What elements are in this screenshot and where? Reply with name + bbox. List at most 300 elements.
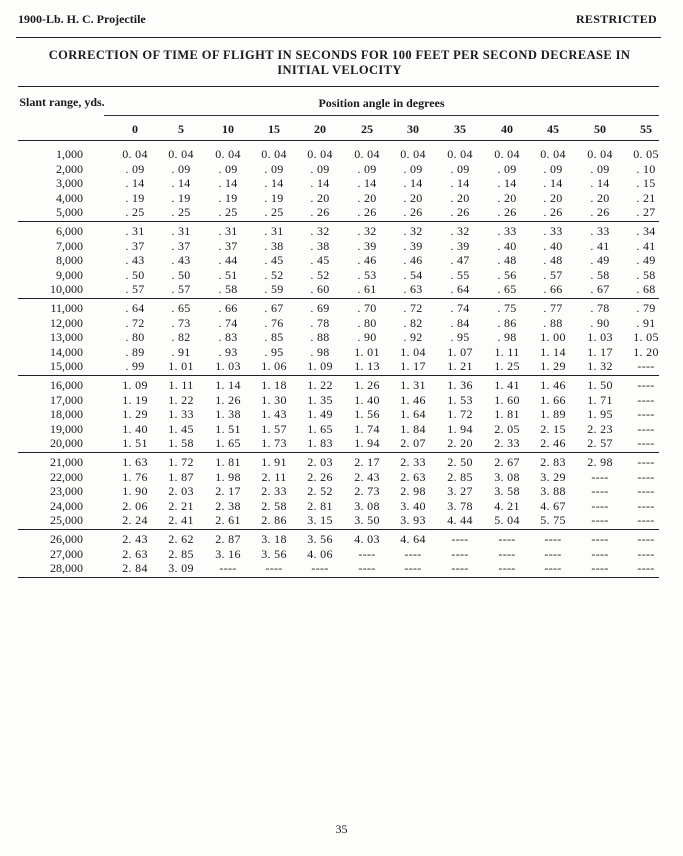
correction-cell: 1. 14	[215, 378, 241, 392]
correction-cell: . 50	[125, 267, 145, 282]
correction-cell: 2. 84	[122, 561, 148, 576]
correction-cell: ----	[637, 407, 655, 422]
correction-cell: . 39	[450, 238, 470, 253]
angle-header: 15	[268, 122, 280, 136]
correction-cell: . 09	[497, 161, 517, 176]
correction-cell: 1. 53	[447, 392, 473, 407]
table-row	[0, 470, 683, 484]
slant-range-cell: 11,000	[50, 301, 83, 315]
correction-cell: 1. 73	[261, 436, 287, 451]
correction-cell: 2. 81	[307, 498, 333, 513]
correction-cell: 0. 04	[400, 147, 426, 161]
correction-cell: 5. 04	[494, 513, 520, 528]
correction-cell: . 55	[450, 267, 470, 282]
slant-range-cell: 1,000	[56, 147, 83, 161]
correction-cell: . 32	[310, 224, 330, 238]
correction-cell: . 09	[125, 161, 145, 176]
correction-cell: 1. 51	[215, 421, 241, 436]
table-row	[0, 205, 683, 219]
correction-cell: 2. 24	[122, 513, 148, 528]
correction-cell: ----	[591, 469, 609, 484]
title-rule	[18, 86, 659, 87]
correction-cell: ----	[544, 532, 562, 546]
correction-cell: . 09	[264, 161, 284, 176]
correction-cell: . 75	[497, 301, 517, 315]
correction-cell: . 77	[543, 301, 563, 315]
correction-cell: 2. 06	[122, 498, 148, 513]
table-row	[0, 499, 683, 513]
correction-cell: . 26	[543, 205, 563, 220]
slant-range-cell: 28,000	[50, 561, 83, 576]
slant-range-cell: 21,000	[50, 455, 83, 469]
correction-cell: 1. 07	[447, 344, 473, 359]
correction-cell: . 09	[218, 161, 238, 176]
correction-cell: 1. 50	[587, 378, 613, 392]
correction-cell: 2. 03	[168, 484, 194, 499]
correction-cell: . 54	[403, 267, 423, 282]
correction-cell: ----	[591, 498, 609, 513]
correction-cell: 3. 93	[400, 513, 426, 528]
correction-cell: 3. 88	[540, 484, 566, 499]
correction-cell: 2. 38	[215, 498, 241, 513]
correction-cell: 1. 83	[307, 436, 333, 451]
correction-cell: . 44	[218, 253, 238, 268]
header-rule	[16, 37, 661, 38]
table-row	[0, 239, 683, 253]
correction-cell: 4. 67	[540, 498, 566, 513]
correction-cell: ----	[498, 532, 516, 546]
table-row	[0, 224, 683, 238]
correction-cell: . 85	[264, 330, 284, 345]
correction-cell: . 41	[590, 238, 610, 253]
table-row	[0, 253, 683, 267]
correction-cell: ----	[637, 513, 655, 528]
correction-cell: 1. 51	[122, 436, 148, 451]
table-row	[0, 330, 683, 344]
correction-cell: . 67	[590, 282, 610, 297]
correction-cell: 1. 45	[168, 421, 194, 436]
correction-cell: . 91	[171, 344, 191, 359]
correction-cell: . 14	[497, 176, 517, 191]
table-row	[0, 436, 683, 450]
correction-cell: 3. 56	[261, 546, 287, 561]
correction-cell: 4. 44	[447, 513, 473, 528]
table-title-line-2: INITIAL VELOCITY	[277, 63, 402, 77]
slant-range-cell: 14,000	[50, 344, 83, 359]
correction-cell: . 33	[543, 224, 563, 238]
table-title-line-1: CORRECTION OF TIME OF FLIGHT IN SECONDS FOR 100 FEET PER SECOND DECREASE IN	[48, 48, 631, 62]
correction-cell: 0. 04	[540, 147, 566, 161]
correction-cell: 1. 72	[447, 407, 473, 422]
correction-cell: . 58	[636, 267, 656, 282]
correction-cell: 1. 09	[307, 359, 333, 374]
correction-cell: ----	[637, 484, 655, 499]
correction-cell: 1. 58	[168, 436, 194, 451]
angle-header: 35	[454, 122, 466, 136]
table-row	[0, 282, 683, 296]
correction-cell: . 65	[497, 282, 517, 297]
correction-cell: . 99	[125, 359, 145, 374]
correction-cell: 1. 72	[168, 455, 194, 469]
correction-cell: . 57	[543, 267, 563, 282]
correction-cell: 1. 32	[587, 359, 613, 374]
correction-cell: . 26	[590, 205, 610, 220]
table-row	[0, 547, 683, 561]
correction-cell: 2. 33	[400, 455, 426, 469]
correction-cell: 3. 29	[540, 469, 566, 484]
correction-cell: ----	[498, 546, 516, 561]
correction-cell: . 27	[636, 205, 656, 220]
slant-range-cell: 26,000	[50, 532, 83, 546]
correction-cell: ----	[637, 546, 655, 561]
correction-cell: . 32	[357, 224, 377, 238]
correction-cell: ----	[544, 561, 562, 576]
correction-cell: . 20	[450, 190, 470, 205]
correction-cell: . 48	[497, 253, 517, 268]
table-row	[0, 513, 683, 527]
table-row	[0, 345, 683, 359]
table-row	[0, 407, 683, 421]
correction-cell: ----	[591, 561, 609, 576]
correction-cell: . 90	[357, 330, 377, 345]
correction-cell: . 48	[543, 253, 563, 268]
correction-cell: . 31	[171, 224, 191, 238]
correction-cell: ----	[637, 455, 655, 469]
correction-cell: ----	[591, 532, 609, 546]
correction-cell: . 14	[357, 176, 377, 191]
correction-cell: . 32	[450, 224, 470, 238]
correction-cell: . 14	[218, 176, 238, 191]
correction-cell: 4. 03	[354, 532, 380, 546]
correction-cell: . 57	[125, 282, 145, 297]
correction-cell: 1. 56	[354, 407, 380, 422]
correction-cell: . 19	[264, 190, 284, 205]
table-row	[0, 268, 683, 282]
correction-cell: 2. 43	[354, 469, 380, 484]
correction-cell: 1. 65	[215, 436, 241, 451]
correction-cell: . 68	[636, 282, 656, 297]
correction-cell: ----	[637, 359, 655, 374]
correction-cell: 2. 26	[307, 469, 333, 484]
correction-cell: . 19	[171, 190, 191, 205]
correction-cell: 1. 18	[261, 378, 287, 392]
correction-cell: 2. 63	[400, 469, 426, 484]
correction-cell: 1. 29	[122, 407, 148, 422]
angle-header: 40	[501, 122, 513, 136]
correction-cell: . 26	[497, 205, 517, 220]
correction-cell: 3. 40	[400, 498, 426, 513]
correction-cell: ----	[404, 561, 422, 576]
correction-cell: . 74	[450, 301, 470, 315]
correction-cell: 1. 01	[168, 359, 194, 374]
correction-cell: . 43	[171, 253, 191, 268]
correction-cell: 2. 98	[400, 484, 426, 499]
correction-cell: 1. 30	[261, 392, 287, 407]
correction-cell: 4. 21	[494, 498, 520, 513]
correction-cell: 0. 05	[633, 147, 659, 161]
correction-cell: . 20	[310, 190, 330, 205]
correction-cell: 1. 04	[400, 344, 426, 359]
correction-cell: . 88	[310, 330, 330, 345]
correction-cell: 1. 31	[400, 378, 426, 392]
correction-cell: . 09	[543, 161, 563, 176]
correction-cell: . 51	[218, 267, 238, 282]
correction-cell: . 19	[125, 190, 145, 205]
correction-cell: . 26	[450, 205, 470, 220]
slant-range-cell: 18,000	[50, 407, 83, 422]
correction-cell: . 32	[403, 224, 423, 238]
correction-cell: 3. 56	[307, 532, 333, 546]
correction-cell: . 25	[125, 205, 145, 220]
correction-cell: 1. 64	[400, 407, 426, 422]
correction-cell: . 43	[125, 253, 145, 268]
correction-cell: 1. 13	[354, 359, 380, 374]
angle-header: 45	[547, 122, 559, 136]
correction-cell: 2. 05	[494, 421, 520, 436]
correction-cell: . 14	[171, 176, 191, 191]
correction-cell: 3. 15	[307, 513, 333, 528]
correction-cell: 0. 04	[354, 147, 380, 161]
correction-cell: . 26	[357, 205, 377, 220]
correction-cell: 2. 33	[261, 484, 287, 499]
correction-cell: 1. 33	[168, 407, 194, 422]
slant-range-cell: 2,000	[56, 161, 83, 176]
slant-range-cell: 12,000	[50, 315, 83, 330]
correction-cell: ----	[544, 546, 562, 561]
correction-cell: 1. 22	[168, 392, 194, 407]
correction-cell: 1. 05	[633, 330, 659, 345]
correction-cell: 3. 58	[494, 484, 520, 499]
correction-cell: 0. 04	[122, 147, 148, 161]
slant-range-cell: 20,000	[50, 436, 83, 451]
correction-cell: . 98	[497, 330, 517, 345]
correction-cell: . 72	[403, 301, 423, 315]
slant-range-cell: 27,000	[50, 546, 83, 561]
correction-cell: 1. 22	[307, 378, 333, 392]
correction-cell: . 74	[218, 315, 238, 330]
correction-cell: . 31	[218, 224, 238, 238]
slant-range-cell: 8,000	[56, 253, 83, 268]
correction-cell: . 14	[310, 176, 330, 191]
correction-cell: . 41	[636, 238, 656, 253]
table-row	[0, 316, 683, 330]
correction-cell: 2. 87	[215, 532, 241, 546]
correction-cell: . 63	[403, 282, 423, 297]
correction-cell: 1. 26	[354, 378, 380, 392]
correction-cell: 2. 46	[540, 436, 566, 451]
table-row	[0, 561, 683, 575]
correction-cell: 2. 03	[307, 455, 333, 469]
correction-cell: 2. 83	[540, 455, 566, 469]
slant-range-cell: 4,000	[56, 190, 83, 205]
correction-cell: . 70	[357, 301, 377, 315]
slant-range-cell: 19,000	[50, 421, 83, 436]
correction-cell: 1. 46	[540, 378, 566, 392]
group-rule	[18, 221, 659, 222]
correction-cell: . 80	[125, 330, 145, 345]
correction-cell: 2. 20	[447, 436, 473, 451]
correction-cell: ----	[637, 392, 655, 407]
correction-cell: . 37	[125, 238, 145, 253]
correction-cell: 1. 40	[354, 392, 380, 407]
angle-header: 55	[640, 122, 652, 136]
correction-cell: 1. 94	[354, 436, 380, 451]
correction-cell: . 59	[264, 282, 284, 297]
correction-cell: . 72	[125, 315, 145, 330]
correction-cell: . 73	[171, 315, 191, 330]
correction-cell: . 91	[636, 315, 656, 330]
correction-cell: 2. 41	[168, 513, 194, 528]
correction-cell: 1. 03	[587, 330, 613, 345]
correction-cell: 1. 43	[261, 407, 287, 422]
correction-cell: . 14	[590, 176, 610, 191]
correction-cell: 1. 95	[587, 407, 613, 422]
correction-cell: . 10	[636, 161, 656, 176]
correction-cell: 0. 04	[168, 147, 194, 161]
correction-cell: . 82	[403, 315, 423, 330]
correction-cell: ----	[358, 561, 376, 576]
correction-cell: . 78	[310, 315, 330, 330]
slant-range-cell: 10,000	[50, 282, 83, 297]
correction-cell: 0. 04	[447, 147, 473, 161]
correction-cell: 1. 11	[494, 344, 520, 359]
correction-cell: 1. 17	[587, 344, 613, 359]
correction-cell: . 20	[357, 190, 377, 205]
slant-range-cell: 23,000	[50, 484, 83, 499]
correction-cell: . 80	[357, 315, 377, 330]
correction-cell: 1. 71	[587, 392, 613, 407]
correction-cell: 4. 64	[400, 532, 426, 546]
correction-cell: ----	[637, 378, 655, 392]
table-row	[0, 359, 683, 373]
correction-cell: . 64	[125, 301, 145, 315]
correction-cell: . 76	[264, 315, 284, 330]
table-row	[0, 191, 683, 205]
correction-cell: . 09	[590, 161, 610, 176]
correction-cell: 1. 06	[261, 359, 287, 374]
correction-cell: . 52	[310, 267, 330, 282]
angle-header: 25	[361, 122, 373, 136]
running-header-title: 1900-Lb. H. C. Projectile	[18, 12, 146, 26]
correction-cell: 2. 98	[587, 455, 613, 469]
angle-header: 20	[314, 122, 326, 136]
correction-cell: . 20	[543, 190, 563, 205]
position-angle-header: Position angle in degrees	[318, 96, 445, 110]
correction-cell: . 09	[357, 161, 377, 176]
correction-cell: 1. 36	[447, 378, 473, 392]
table-row	[0, 301, 683, 315]
slant-range-cell: 5,000	[56, 205, 83, 220]
correction-cell: . 39	[403, 238, 423, 253]
correction-cell: . 20	[590, 190, 610, 205]
group-rule	[18, 298, 659, 299]
correction-cell: 1. 89	[540, 407, 566, 422]
correction-cell: 3. 09	[168, 561, 194, 576]
correction-cell: 2. 07	[400, 436, 426, 451]
correction-cell: ----	[451, 532, 469, 546]
correction-cell: . 92	[403, 330, 423, 345]
correction-cell: . 09	[171, 161, 191, 176]
correction-cell: 1. 35	[307, 392, 333, 407]
correction-cell: . 39	[357, 238, 377, 253]
table-row	[0, 162, 683, 176]
correction-cell: 1. 91	[261, 455, 287, 469]
correction-cell: . 57	[171, 282, 191, 297]
correction-cell: ----	[637, 532, 655, 546]
correction-cell: 1. 41	[494, 378, 520, 392]
correction-cell: 1. 00	[540, 330, 566, 345]
correction-cell: . 38	[264, 238, 284, 253]
correction-cell: 1. 03	[215, 359, 241, 374]
correction-cell: 3. 08	[354, 498, 380, 513]
correction-cell: 1. 11	[168, 378, 194, 392]
correction-cell: ----	[451, 561, 469, 576]
correction-cell: 2. 86	[261, 513, 287, 528]
correction-cell: . 56	[497, 267, 517, 282]
correction-cell: ----	[358, 546, 376, 561]
correction-cell: . 89	[125, 344, 145, 359]
correction-cell: . 25	[218, 205, 238, 220]
slant-range-cell: 16,000	[50, 378, 83, 392]
correction-cell: . 20	[403, 190, 423, 205]
correction-cell: . 40	[543, 238, 563, 253]
correction-cell: ----	[591, 484, 609, 499]
correction-cell: . 25	[171, 205, 191, 220]
correction-cell: 2. 67	[494, 455, 520, 469]
correction-cell: . 34	[636, 224, 656, 238]
correction-cell: 1. 87	[168, 469, 194, 484]
correction-cell: 0. 04	[494, 147, 520, 161]
correction-cell: ----	[637, 498, 655, 513]
correction-cell: 2. 17	[215, 484, 241, 499]
classification-marking: RESTRICTED	[575, 12, 657, 26]
correction-cell: . 26	[403, 205, 423, 220]
correction-cell: 2. 17	[354, 455, 380, 469]
correction-cell: 3. 16	[215, 546, 241, 561]
correction-cell: 3. 27	[447, 484, 473, 499]
correction-cell: 2. 62	[168, 532, 194, 546]
correction-cell: . 09	[403, 161, 423, 176]
table-row	[0, 176, 683, 190]
correction-cell: 1. 29	[540, 359, 566, 374]
correction-cell: . 61	[357, 282, 377, 297]
table-row	[0, 484, 683, 498]
group-rule	[18, 577, 659, 578]
slant-range-header: Slant range, yds.	[19, 95, 105, 109]
slant-range-cell: 7,000	[56, 238, 83, 253]
correction-cell: 0. 04	[261, 147, 287, 161]
correction-cell: 2. 33	[494, 436, 520, 451]
correction-cell: 1. 98	[215, 469, 241, 484]
correction-cell: . 14	[543, 176, 563, 191]
correction-cell: 1. 17	[400, 359, 426, 374]
correction-cell: . 86	[497, 315, 517, 330]
correction-cell: 2. 52	[307, 484, 333, 499]
correction-cell: 2. 61	[215, 513, 241, 528]
correction-cell: . 58	[218, 282, 238, 297]
correction-cell: 1. 90	[122, 484, 148, 499]
correction-cell: . 33	[497, 224, 517, 238]
slant-range-cell: 3,000	[56, 176, 83, 191]
correction-cell: . 09	[310, 161, 330, 176]
correction-cell: ----	[404, 546, 422, 561]
correction-cell: 1. 81	[494, 407, 520, 422]
correction-cell: . 58	[590, 267, 610, 282]
table-row	[0, 455, 683, 469]
correction-cell: 3. 78	[447, 498, 473, 513]
correction-cell: 2. 63	[122, 546, 148, 561]
correction-cell: . 49	[636, 253, 656, 268]
